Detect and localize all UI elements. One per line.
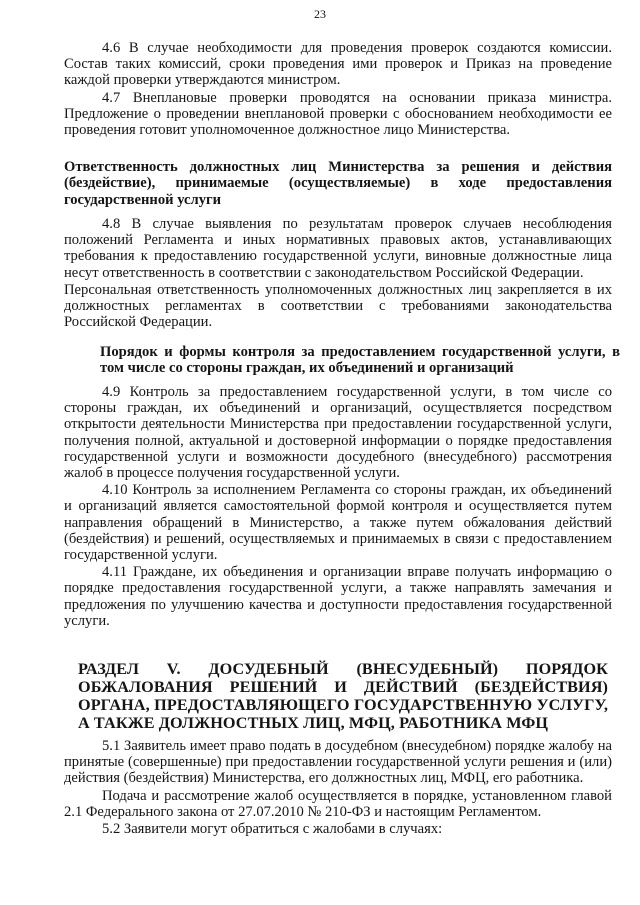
paragraph-4-8: 4.8 В случае выявления по результатам проверок случаев несоблюдения положений Регламента и иных нормативных правовых актов, устанавливающих требования к предоставлению государственной услуги, виновные должностные лица несут ответственность в соответствии с законодательством Российской Федерации. xyxy=(64,216,612,281)
section-5-heading-block xyxy=(78,660,608,733)
paragraph-5-1-procedure: Подача и рассмотрение жалоб осуществляется в порядке, установленном главой 2.1 Федерального закона от 27.07.2010 № 210-ФЗ и настоящим Регламентом. xyxy=(64,787,612,820)
paragraph-5-1: 5.1 Заявитель имеет право подать в досудебном (внесудебном) порядке жалобу на принятые (совершенные) при предоставлении государственной услуги решения и (или) действия (бездействия) Министерства, его должностных лиц, МФЦ, его работника. xyxy=(64,738,612,787)
clauses-4-9-4-11 xyxy=(64,384,612,630)
paragraph-4-10: 4.10 Контроль за исполнением Регламента со стороны граждан, их объединений и организаций является самостоятельной формой контроля и осуществляется путем направления обращений в Министерство, а также путем обжалования действий (бездействия) и решений, осуществляемых и принимаемых в связи с предоставлением государственной услуги. xyxy=(64,482,612,564)
clauses-5-1-5-2 xyxy=(64,738,612,838)
heading-control: Порядок и формы контроля за предоставлением государственной услуги, в том числе со стороны граждан, их объединений и организаций xyxy=(100,344,620,377)
paragraph-5-2: 5.2 Заявители могут обратиться с жалобами в случаях: xyxy=(102,821,443,838)
responsibility-section xyxy=(64,159,612,209)
page-number: 23 xyxy=(314,7,326,21)
paragraph-4-7: 4.7 Внеплановые проверки проводятся на основании приказа министра. Предложение о проведении внеплановой проверки с обоснованием необходимости ее проведения готовит уполномоченное должностное лицо Министерства. xyxy=(64,89,612,139)
paragraph-4-9: 4.9 Контроль за предоставлением государственной услуги, в том числе со стороны граждан, их объединений и организаций, осуществляется посредством открытости деятельности Министерства при предоставлении государственной услуги, получения полной, актуальной и достоверной информации о порядке предоставления государственной услуги и возможности досудебного (внесудебного) рассмотрения жалоб в процессе получения государственной услуги. xyxy=(64,384,612,482)
paragraph-4-6: 4.6 В случае необходимости для проведения проверок создаются комиссии. Состав таких комиссий, сроки проведения ими проверок и Приказ на проведение каждой проверки утверждаются министром. xyxy=(64,40,612,89)
clause-4-8 xyxy=(64,216,612,331)
clauses-4-6-4-7 xyxy=(64,40,612,139)
control-section xyxy=(100,344,620,378)
heading-responsibility: Ответственность должностных лиц Министерства за решения и действия (бездействие), принимаемые (осуществляемые) в ходе предоставления государственной услуги xyxy=(64,159,612,208)
heading-section-5: РАЗДЕЛ V. ДОСУДЕБНЫЙ (ВНЕСУДЕБНЫЙ) ПОРЯДОК ОБЖАЛОВАНИЯ РЕШЕНИЙ И ДЕЙСТВИЙ (БЕЗДЕЙСТВИЯ) ОРГАНА, ПРЕДОСТАВЛЯЮЩЕГО ГОСУДАРСТВЕННУЮ УСЛУГУ, А ТАКЖЕ ДОЛЖНОСТНЫХ ЛИЦ, МФЦ, РАБОТНИКА МФЦ xyxy=(78,660,608,732)
paragraph-4-8-personal: Персональная ответственность уполномоченных должностных лиц закрепляется в их должностных регламентах в соответствии с требованиями законодательства Российской Федерации. xyxy=(64,281,612,331)
paragraph-4-11: 4.11 Граждане, их объединения и организации вправе получать информацию о порядке предоставления государственной услуги, а также направлять замечания и предложения по улучшению качества и доступности предоставления государственной услуги. xyxy=(64,564,612,629)
